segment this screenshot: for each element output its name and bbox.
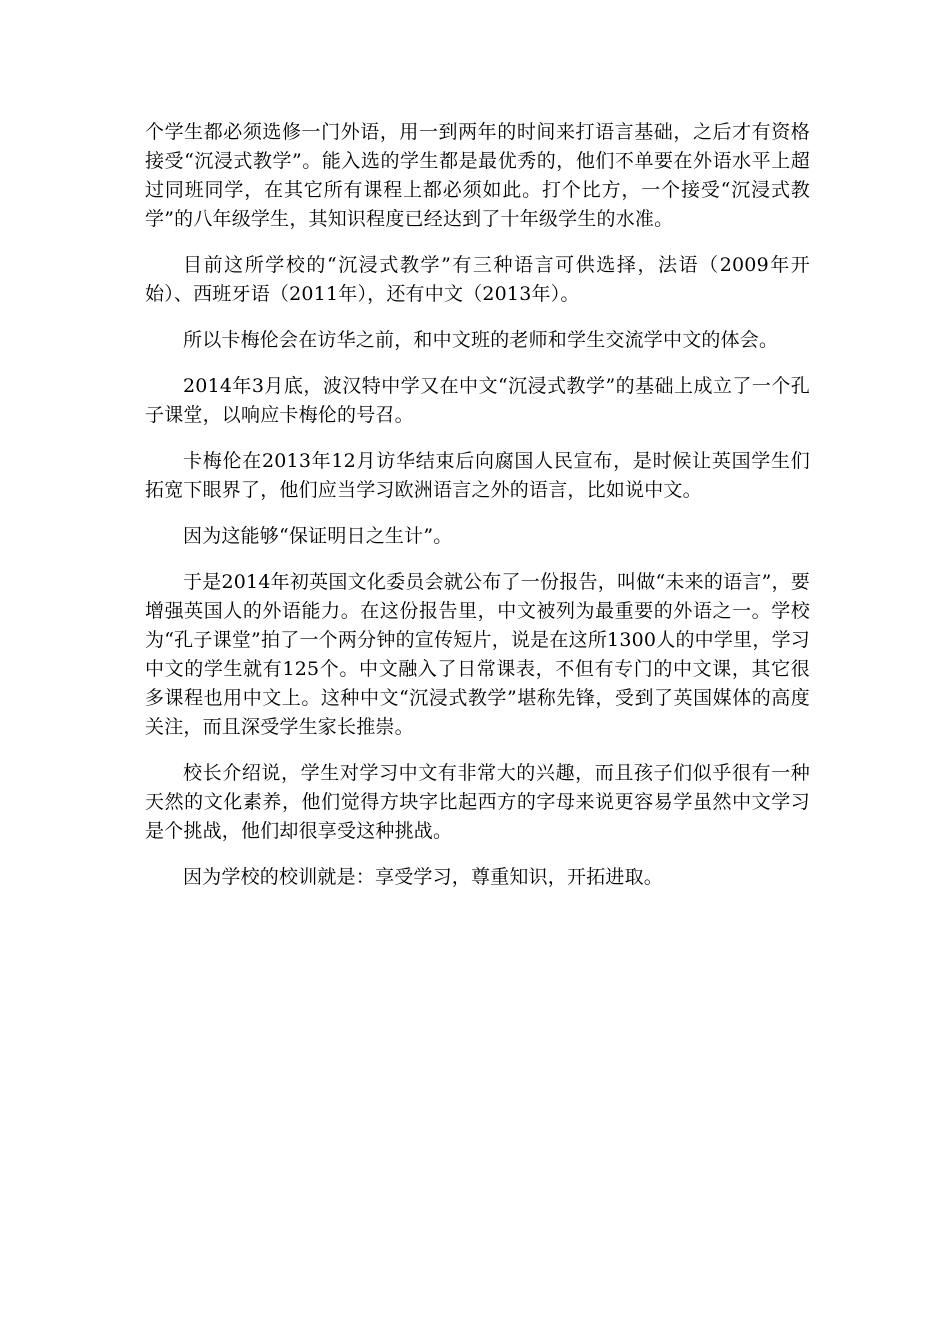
paragraph-6: 因为这能够“保证明日之生计”。 [183, 525, 453, 547]
document-body [145, 118, 810, 909]
paragraph-5: 卡梅伦在2013年12月访华结束后向腐国人民宣布，是时候让英国学生们拓宽下眼界了，他们应当学习欧洲语言之外的语言，比如说中文。 [145, 450, 810, 501]
paragraph-2: 目前这所学校的“沉浸式教学”有三种语言可供选择，法语（2009年开始）、西班牙语（2011年），还有中文（2013年）。 [145, 254, 810, 305]
paragraph-1: 个学生都必须选修一门外语，用一到两年的时间来打语言基础，之后才有资格接受“沉浸式教学”。能入选的学生都是最优秀的，他们不单要在外语水平上超过同班同学，在其它所有课程上都必须如此。打个比方，一个接受“沉浸式教学”的八年级学生，其知识程度已经达到了十年级学生的水准。 [145, 121, 810, 230]
paragraph-3: 所以卡梅伦会在访华之前，和中文班的老师和学生交流学中文的体会。 [183, 329, 779, 351]
paragraph-4: 2014年3月底，波汉特中学又在中文“沉浸式教学”的基础上成立了一个孔子课堂，以响应卡梅伦的号召。 [145, 375, 810, 426]
paragraph-8: 校长介绍说，学生对学习中文有非常大的兴趣，而且孩子们似乎很有一种天然的文化素养，他们觉得方块字比起西方的字母来说更容易学虽然中文学习是个挑战，他们却很享受这种挑战。 [145, 762, 810, 842]
paragraph-7: 于是2014年初英国文化委员会就公布了一份报告，叫做“未来的语言”，要增强英国人的外语能力。在这份报告里，中文被列为最重要的外语之一。学校为“孔子课堂”拍了一个两分钟的宣传短片，说是在这所1300人的中学里，学习中文的学生就有125个。中文融入了日常课表，不但有专门的中文课，其它很多课程也用中文上。这种中文“沉浸式教学”堪称先锋，受到了英国媒体的高度关注，而且深受学生家长推崇。 [145, 571, 810, 738]
paragraph-9: 因为学校的校训就是：享受学习，尊重知识，开拓进取。 [183, 866, 664, 888]
